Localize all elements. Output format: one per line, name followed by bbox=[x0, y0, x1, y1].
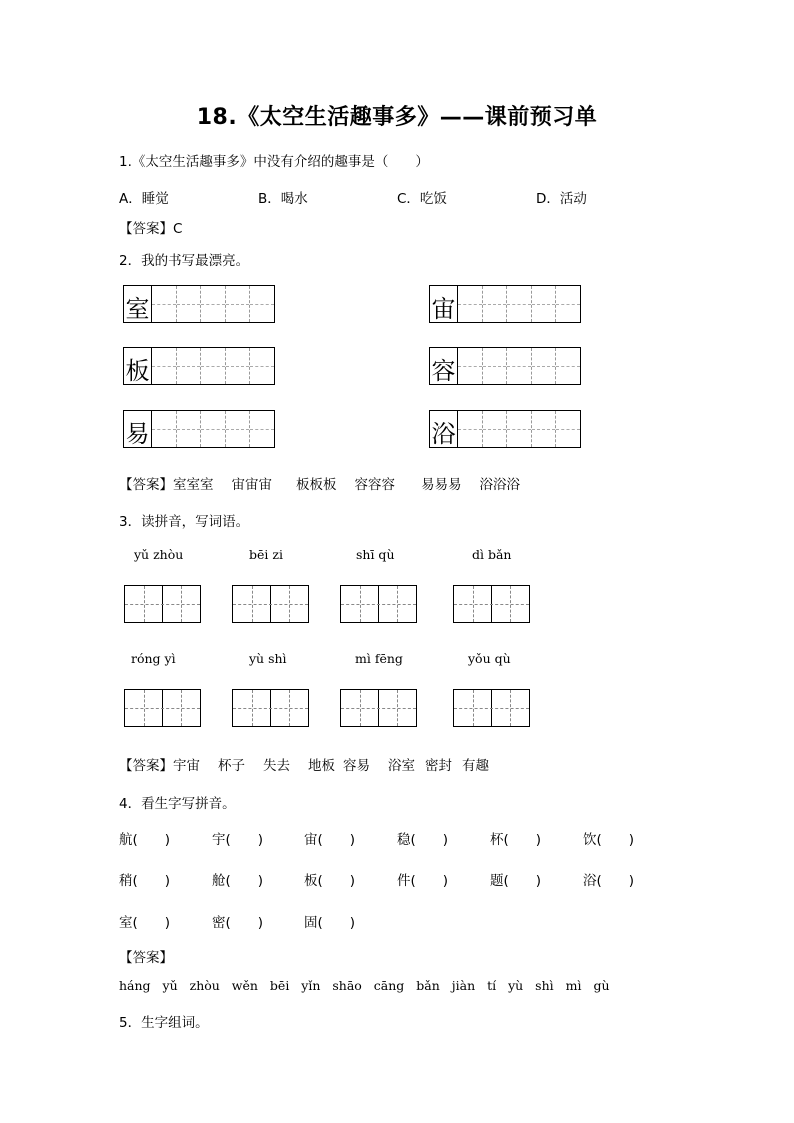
q1-question: 1.《太空生活趣事多》中没有介绍的趣事是（ ） bbox=[119, 154, 429, 170]
model-char: 浴 bbox=[431, 420, 456, 448]
char-pinyin-blank[interactable]: 浴( ) bbox=[583, 873, 635, 889]
answer-word: 易易易 bbox=[421, 477, 462, 493]
answer-word: 容容容 bbox=[354, 477, 395, 493]
pinyin-label: shī qù bbox=[356, 547, 395, 562]
char-pinyin-blank[interactable]: 件( ) bbox=[397, 873, 449, 889]
char-pinyin-blank[interactable]: 固( ) bbox=[304, 915, 356, 931]
answer-word: 宇宙 bbox=[173, 758, 200, 774]
writing-box-yi[interactable] bbox=[123, 410, 275, 448]
pinyin-label: róng yì bbox=[131, 651, 176, 666]
answer-label: 【答案】 bbox=[119, 758, 173, 774]
pinyin-label: yǒu qù bbox=[468, 651, 511, 666]
model-char: 室 bbox=[125, 295, 150, 323]
char-pinyin-blank[interactable]: 稳( ) bbox=[397, 832, 449, 848]
char-pinyin-blank[interactable]: 室( ) bbox=[119, 915, 171, 931]
answer-word: 浴室 bbox=[388, 758, 415, 774]
char-pinyin-blank[interactable]: 舱( ) bbox=[212, 873, 264, 889]
tian-grid-box[interactable] bbox=[232, 689, 309, 727]
answer-word: 容易 bbox=[343, 758, 370, 774]
writing-box-ban[interactable] bbox=[123, 347, 275, 385]
model-char: 容 bbox=[431, 357, 456, 385]
model-char: 宙 bbox=[431, 295, 456, 323]
q4-question: 4．看生字写拼音。 bbox=[119, 796, 236, 812]
q2-answer bbox=[119, 473, 538, 493]
q5-question: 5．生字组词。 bbox=[119, 1015, 209, 1031]
answer-word: 有趣 bbox=[462, 758, 489, 774]
char-pinyin-blank[interactable]: 宙( ) bbox=[304, 832, 356, 848]
tian-grid-box[interactable] bbox=[124, 689, 201, 727]
char-pinyin-blank[interactable]: 板( ) bbox=[304, 873, 356, 889]
pinyin-label: dì bǎn bbox=[472, 547, 512, 562]
char-pinyin-blank[interactable]: 密( ) bbox=[212, 915, 264, 931]
model-char: 板 bbox=[125, 357, 150, 385]
writing-box-zhou[interactable] bbox=[429, 285, 581, 323]
char-pinyin-blank[interactable]: 稍( ) bbox=[119, 873, 171, 889]
tian-grid-box[interactable] bbox=[124, 585, 201, 623]
writing-box-yu[interactable] bbox=[429, 410, 581, 448]
pinyin-label: yù shì bbox=[249, 651, 287, 666]
tian-grid-box[interactable] bbox=[340, 585, 417, 623]
q1-option-a: A．睡觉 bbox=[119, 191, 169, 207]
tian-grid-box[interactable] bbox=[340, 689, 417, 727]
answer-word: 板板板 bbox=[296, 477, 337, 493]
char-pinyin-blank[interactable]: 航( ) bbox=[119, 832, 171, 848]
writing-box-rong[interactable] bbox=[429, 347, 581, 385]
pinyin-label: mì fēng bbox=[355, 651, 403, 666]
q1-option-d: D．活动 bbox=[536, 191, 587, 207]
q4-answer-pinyin: háng yǔ zhòu wěn bēi yǐn shāo cāng bǎn jiàn tí yù shì mì gù bbox=[119, 978, 610, 993]
writing-box-shi[interactable] bbox=[123, 285, 275, 323]
char-pinyin-blank[interactable]: 饮( ) bbox=[583, 832, 635, 848]
q1-option-b: B．喝水 bbox=[258, 191, 308, 207]
char-pinyin-blank[interactable]: 宇( ) bbox=[212, 832, 264, 848]
tian-grid-box[interactable] bbox=[232, 585, 309, 623]
char-pinyin-blank[interactable]: 杯( ) bbox=[490, 832, 542, 848]
answer-label: 【答案】 bbox=[119, 477, 173, 493]
answer-word: 宙宙宙 bbox=[231, 477, 272, 493]
answer-word: 密封 bbox=[425, 758, 452, 774]
char-pinyin-blank[interactable]: 题( ) bbox=[490, 873, 542, 889]
pinyin-label: yǔ zhòu bbox=[134, 547, 184, 562]
answer-word: 失去 bbox=[263, 758, 290, 774]
tian-grid-box[interactable] bbox=[453, 689, 530, 727]
page-title: 18.《太空生活趣事多》——课前预习单 bbox=[196, 105, 598, 130]
answer-word: 地板 bbox=[308, 758, 335, 774]
q3-question: 3．读拼音，写词语。 bbox=[119, 514, 250, 530]
model-char: 易 bbox=[125, 420, 150, 448]
pinyin-label: bēi zi bbox=[249, 547, 283, 562]
tian-grid-box[interactable] bbox=[453, 585, 530, 623]
q3-answer bbox=[119, 754, 489, 774]
answer-word: 浴浴浴 bbox=[479, 477, 520, 493]
q4-answer-label: 【答案】 bbox=[119, 950, 173, 966]
q2-question: 2．我的书写最漂亮。 bbox=[119, 253, 250, 269]
answer-word: 杯子 bbox=[218, 758, 245, 774]
q1-option-c: C．吃饭 bbox=[397, 191, 447, 207]
q1-answer: 【答案】C bbox=[119, 221, 183, 237]
answer-word: 室室室 bbox=[173, 477, 214, 493]
